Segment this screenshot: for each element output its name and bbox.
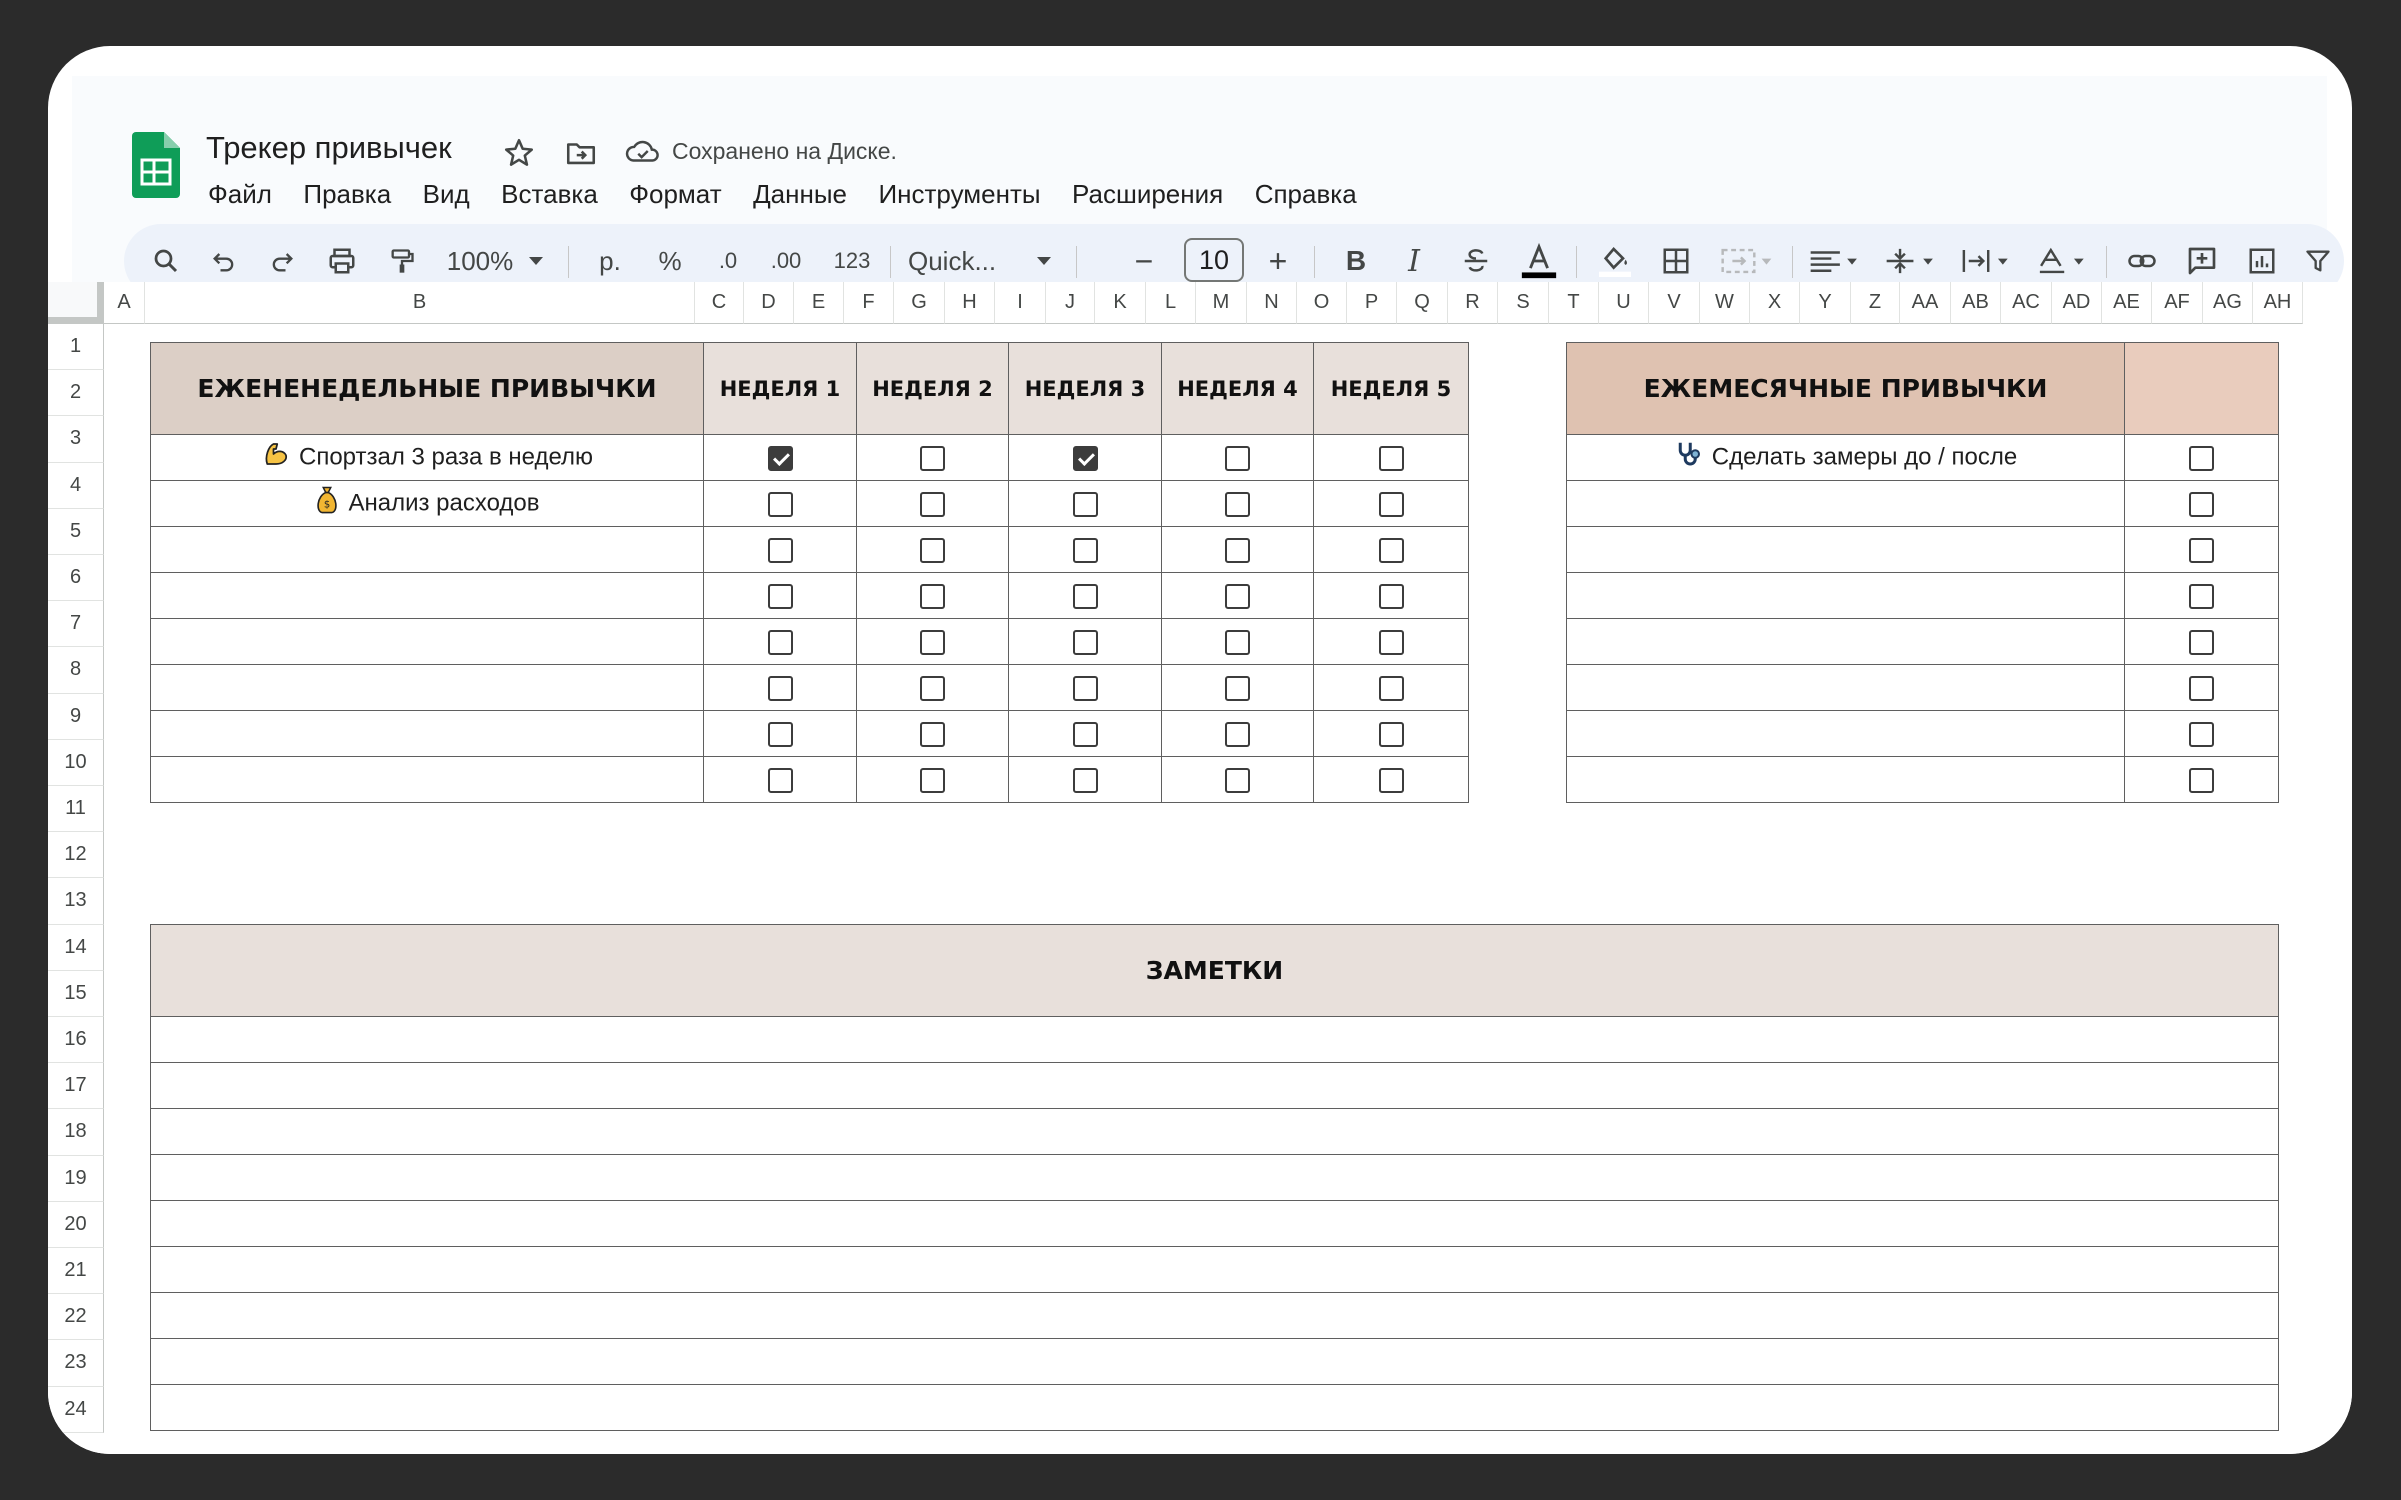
table-row [151, 1063, 2279, 1109]
column-header[interactable]: L [1146, 282, 1196, 324]
column-header[interactable]: AE [2102, 282, 2152, 324]
habit-checkbox[interactable] [1379, 768, 1404, 793]
print-icon [327, 246, 357, 276]
habit-checkbox[interactable] [1379, 676, 1404, 701]
checkbox-cell[interactable] [1314, 481, 1469, 527]
checkbox-cell[interactable] [1009, 481, 1162, 527]
checkbox-cell[interactable] [704, 665, 857, 711]
habit-cell[interactable] [1567, 619, 2125, 665]
habit-cell[interactable] [1567, 573, 2125, 619]
habit-cell[interactable] [1567, 435, 2125, 481]
sheets-window [48, 46, 2352, 1454]
habit-checkbox[interactable] [1379, 722, 1404, 747]
decrease-decimal-label: .0 [718, 248, 738, 273]
sheets-logo-icon[interactable] [132, 132, 180, 198]
percent-label: % [658, 245, 682, 276]
table-row [151, 1017, 2279, 1063]
checkbox-cell[interactable] [1009, 757, 1162, 803]
monthly-habits-header[interactable]: ЕЖЕМЕСЯЧНЫЕ ПРИВЫЧКИ [1567, 343, 2125, 435]
habit-checkbox[interactable] [1073, 630, 1098, 655]
column-header[interactable]: G [894, 282, 945, 324]
habit-checkbox[interactable] [1225, 722, 1250, 747]
column-header[interactable]: E [794, 282, 844, 324]
habit-checkbox[interactable] [920, 446, 945, 471]
week-header[interactable]: НЕДЕЛЯ 2 [857, 343, 1009, 435]
checkbox-cell[interactable] [704, 573, 857, 619]
table-row [151, 1201, 2279, 1247]
text-rotation-icon [2035, 246, 2091, 276]
link-icon [2126, 246, 2158, 276]
column-header[interactable]: Z [1851, 282, 1900, 324]
checkbox-cell[interactable] [1162, 665, 1314, 711]
habit-checkbox[interactable] [2189, 768, 2214, 793]
habit-checkbox[interactable] [768, 722, 793, 747]
checkbox-cell[interactable] [2125, 573, 2279, 619]
row-header[interactable]: 23 [48, 1340, 104, 1386]
row-header[interactable]: 12 [48, 832, 104, 878]
increase-decimal-label: .00 [770, 248, 802, 273]
week-header[interactable]: НЕДЕЛЯ 5 [1314, 343, 1469, 435]
habit-checkbox[interactable] [920, 630, 945, 655]
checkbox-cell[interactable] [704, 757, 857, 803]
column-header[interactable]: Y [1800, 282, 1851, 324]
text-wrap-icon [1959, 246, 2015, 276]
toolbar-divider [890, 246, 891, 278]
habit-checkbox[interactable] [2189, 584, 2214, 609]
habit-cell[interactable] [151, 573, 704, 619]
column-header[interactable]: H [945, 282, 995, 324]
checkbox-cell[interactable] [1314, 527, 1469, 573]
table-row [1567, 527, 2279, 573]
row-header[interactable]: 5 [48, 509, 104, 555]
habit-cell[interactable] [151, 527, 704, 573]
menu-extensions[interactable]: Расширения [1072, 179, 1224, 209]
checkbox-cell[interactable] [1162, 435, 1314, 481]
checkbox-cell[interactable] [857, 757, 1009, 803]
notes-header-row [151, 925, 2279, 1017]
table-row [1567, 665, 2279, 711]
paint-format-icon [388, 246, 416, 276]
checkbox-cell[interactable] [1314, 619, 1469, 665]
monthly-header-row [1567, 343, 2279, 435]
column-header[interactable]: A [104, 282, 145, 324]
habit-cell[interactable] [151, 435, 704, 481]
week-header[interactable]: НЕДЕЛЯ 4 [1162, 343, 1314, 435]
habit-checkbox[interactable] [768, 630, 793, 655]
habit-checkbox[interactable] [920, 676, 945, 701]
table-row [151, 435, 1469, 481]
habit-checkbox[interactable] [920, 538, 945, 563]
menu-file[interactable]: Файл [208, 179, 272, 209]
table-row [151, 1385, 2279, 1431]
row-header[interactable]: 13 [48, 878, 104, 924]
habit-checkbox[interactable] [920, 584, 945, 609]
column-header[interactable]: W [1700, 282, 1750, 324]
row-header[interactable]: 3 [48, 416, 104, 462]
checkbox-cell[interactable] [1009, 711, 1162, 757]
habit-checkbox[interactable] [1073, 722, 1098, 747]
habit-checkbox[interactable] [920, 768, 945, 793]
row-header[interactable]: 10 [48, 740, 104, 786]
column-header[interactable]: X [1750, 282, 1800, 324]
toolbar-divider [568, 246, 569, 278]
notes-header[interactable]: ЗАМЕТКИ [151, 925, 2279, 1017]
note-cell[interactable] [151, 1063, 2279, 1109]
habit-checkbox[interactable] [768, 768, 793, 793]
habit-name: Сделать замеры до / после [1711, 443, 2018, 471]
checkbox-cell[interactable] [1009, 435, 1162, 481]
column-header[interactable]: N [1247, 282, 1297, 324]
habit-cell[interactable] [151, 619, 704, 665]
italic-icon: I [1408, 243, 1420, 279]
habit-checkbox[interactable] [1073, 492, 1098, 517]
habit-cell[interactable] [151, 757, 704, 803]
habit-name: Анализ расходов [348, 489, 540, 517]
weekly-habits-table [150, 342, 1469, 803]
habit-checkbox[interactable] [1073, 446, 1098, 471]
checkbox-cell[interactable] [2125, 619, 2279, 665]
table-row [151, 619, 1469, 665]
habit-checkbox[interactable] [2189, 446, 2214, 471]
habit-checkbox[interactable] [1225, 492, 1250, 517]
toolbar-divider [1576, 246, 1577, 278]
table-row [1567, 481, 2279, 527]
habit-checkbox[interactable] [1225, 584, 1250, 609]
column-header[interactable]: B [145, 282, 695, 324]
habit-checkbox[interactable] [1379, 584, 1404, 609]
habit-checkbox[interactable] [1379, 630, 1404, 655]
table-row [151, 665, 1469, 711]
checkbox-cell[interactable] [704, 619, 857, 665]
column-header[interactable]: K [1095, 282, 1146, 324]
checkbox-cell[interactable] [1314, 757, 1469, 803]
column-header[interactable]: AC [2001, 282, 2052, 324]
checkbox-cell[interactable] [704, 711, 857, 757]
move-to-folder-icon[interactable] [564, 136, 598, 170]
table-row [151, 711, 1469, 757]
money-bag-icon [314, 485, 340, 522]
redo-icon [268, 247, 296, 275]
note-cell[interactable] [151, 1339, 2279, 1385]
checkbox-cell[interactable] [857, 711, 1009, 757]
column-header[interactable]: U [1599, 282, 1649, 324]
number-format-label: 123 [833, 248, 871, 273]
checkbox-cell[interactable] [1162, 711, 1314, 757]
column-header[interactable]: F [844, 282, 894, 324]
font-size-value: 10 [1198, 244, 1230, 275]
habit-checkbox[interactable] [920, 722, 945, 747]
undo-icon [210, 247, 238, 275]
checkbox-cell[interactable] [1009, 527, 1162, 573]
habit-checkbox[interactable] [768, 446, 793, 471]
column-header[interactable]: O [1297, 282, 1347, 324]
note-cell[interactable] [151, 1109, 2279, 1155]
checkbox-cell[interactable] [857, 481, 1009, 527]
habit-checkbox[interactable] [1073, 676, 1098, 701]
week-header[interactable]: НЕДЕЛЯ 1 [704, 343, 857, 435]
checkbox-cell[interactable] [857, 573, 1009, 619]
note-cell[interactable] [151, 1017, 2279, 1063]
text-color-icon [1517, 241, 1561, 281]
checkbox-cell[interactable] [1009, 665, 1162, 711]
habit-checkbox[interactable] [768, 584, 793, 609]
table-row [1567, 711, 2279, 757]
row-header[interactable]: 6 [48, 555, 104, 601]
flexed-biceps-icon [261, 439, 291, 476]
row-header[interactable]: 21 [48, 1248, 104, 1294]
star-icon[interactable] [502, 136, 536, 170]
habit-checkbox[interactable] [1073, 584, 1098, 609]
note-cell[interactable] [151, 1201, 2279, 1247]
column-header[interactable]: AD [2052, 282, 2102, 324]
menu-tools[interactable]: Инструменты [878, 179, 1041, 209]
spreadsheet-grid [48, 282, 2352, 1454]
habit-checkbox[interactable] [768, 676, 793, 701]
bold-icon: B [1345, 245, 1367, 276]
checkbox-cell[interactable] [1162, 573, 1314, 619]
habit-checkbox[interactable] [2189, 630, 2214, 655]
row-header[interactable]: 19 [48, 1156, 104, 1202]
habit-cell[interactable] [1567, 757, 2125, 803]
column-headers [48, 282, 2352, 324]
vertical-align-icon [1883, 246, 1939, 276]
svg-text:$: $ [324, 499, 331, 511]
save-status: Сохранено на Диске. [672, 138, 897, 164]
align-left-icon [1807, 246, 1863, 276]
habit-cell[interactable] [1567, 665, 2125, 711]
row-header[interactable]: 22 [48, 1294, 104, 1340]
habit-checkbox[interactable] [920, 492, 945, 517]
habit-checkbox[interactable] [1379, 446, 1404, 471]
habit-checkbox[interactable] [1379, 538, 1404, 563]
row-header[interactable]: 15 [48, 971, 104, 1017]
table-row [151, 1109, 2279, 1155]
merge-cells-icon [1719, 246, 1775, 276]
row-header[interactable]: 2 [48, 370, 104, 416]
table-row [151, 757, 1469, 803]
menu-format[interactable]: Формат [629, 179, 722, 209]
habit-cell[interactable] [151, 711, 704, 757]
table-row [151, 1293, 2279, 1339]
weekly-header-row [151, 343, 1469, 435]
menu-data[interactable]: Данные [753, 179, 847, 209]
plus-icon: + [1268, 242, 1288, 279]
habit-cell[interactable] [151, 481, 704, 527]
note-cell[interactable] [151, 1155, 2279, 1201]
checkbox-cell[interactable] [2125, 711, 2279, 757]
toolbar-divider [1792, 246, 1793, 278]
checkbox-cell[interactable] [2125, 665, 2279, 711]
font-size-input[interactable] [1184, 238, 1244, 282]
habit-checkbox[interactable] [2189, 722, 2214, 747]
habit-checkbox[interactable] [2189, 538, 2214, 563]
row-header[interactable]: 9 [48, 694, 104, 740]
column-header[interactable]: M [1196, 282, 1247, 324]
column-header[interactable]: I [995, 282, 1046, 324]
row-header[interactable]: 4 [48, 463, 104, 509]
checkbox-cell[interactable] [1314, 573, 1469, 619]
chart-icon [2247, 246, 2277, 276]
table-row [1567, 435, 2279, 481]
habit-checkbox[interactable] [2189, 492, 2214, 517]
habit-checkbox[interactable] [1073, 768, 1098, 793]
checkbox-cell[interactable] [2125, 527, 2279, 573]
habit-cell[interactable] [151, 665, 704, 711]
zoom-value: 100% [446, 245, 514, 276]
habit-cell[interactable] [1567, 527, 2125, 573]
table-row [1567, 573, 2279, 619]
column-header[interactable]: AG [2203, 282, 2253, 324]
habit-checkbox[interactable] [1225, 446, 1250, 471]
monthly-habits-table [1566, 342, 2279, 803]
habit-checkbox[interactable] [768, 538, 793, 563]
cloud-saved-icon[interactable] [624, 134, 662, 168]
habit-checkbox[interactable] [2189, 676, 2214, 701]
search-icon [151, 246, 181, 276]
habit-cell[interactable] [1567, 481, 2125, 527]
weekly-habits-header[interactable]: ЕЖЕНЕНЕДЕЛЬНЫЕ ПРИВЫЧКИ [151, 343, 704, 435]
checkbox-cell[interactable] [1314, 665, 1469, 711]
column-header[interactable]: S [1498, 282, 1549, 324]
column-header[interactable]: Q [1397, 282, 1448, 324]
font-value: Quick... [908, 245, 997, 276]
toolbar-divider [2106, 246, 2107, 278]
checkbox-cell[interactable] [1162, 757, 1314, 803]
row-header[interactable]: 17 [48, 1063, 104, 1109]
select-all-corner[interactable] [48, 282, 104, 324]
row-header[interactable]: 14 [48, 925, 104, 971]
currency-label: р. [599, 245, 621, 276]
checkbox-cell[interactable] [1314, 711, 1469, 757]
fill-color-icon [1595, 241, 1635, 281]
table-row [151, 1247, 2279, 1293]
table-row [151, 1155, 2279, 1201]
checkbox-cell[interactable] [704, 435, 857, 481]
habit-name: Спортзал 3 раза в неделю [298, 443, 594, 471]
menu-bar [208, 176, 1384, 212]
row-header[interactable]: 24 [48, 1387, 104, 1433]
table-row [151, 1339, 2279, 1385]
checkbox-cell[interactable] [1162, 619, 1314, 665]
note-cell[interactable] [151, 1293, 2279, 1339]
column-header[interactable]: T [1549, 282, 1599, 324]
app-chrome [72, 76, 2327, 316]
strikethrough-icon [1461, 246, 1491, 276]
habit-checkbox[interactable] [1225, 538, 1250, 563]
caret-down-icon [528, 256, 544, 266]
note-cell[interactable] [151, 1247, 2279, 1293]
note-cell[interactable] [151, 1385, 2279, 1431]
table-row [151, 481, 1469, 527]
checkbox-cell[interactable] [2125, 435, 2279, 481]
table-row [1567, 757, 2279, 803]
checkbox-cell[interactable] [857, 619, 1009, 665]
habit-checkbox[interactable] [1225, 768, 1250, 793]
notes-table [150, 924, 2279, 1431]
table-row [151, 527, 1469, 573]
checkbox-cell[interactable] [1162, 481, 1314, 527]
minus-icon: − [1134, 242, 1154, 279]
checkbox-cell[interactable] [704, 481, 857, 527]
column-header[interactable]: AA [1900, 282, 1951, 324]
table-row [1567, 619, 2279, 665]
monthly-header-blank[interactable] [2125, 343, 2279, 435]
checkbox-cell[interactable] [1162, 527, 1314, 573]
checkbox-cell[interactable] [857, 527, 1009, 573]
checkbox-cell[interactable] [1314, 435, 1469, 481]
row-header[interactable]: 11 [48, 786, 104, 832]
checkbox-cell[interactable] [1009, 619, 1162, 665]
filter-icon [2304, 247, 2332, 275]
column-header[interactable]: V [1649, 282, 1700, 324]
stethoscope-icon [1674, 439, 1704, 476]
toolbar-divider [1314, 246, 1315, 278]
column-header[interactable]: P [1347, 282, 1397, 324]
menu-view[interactable]: Вид [422, 179, 470, 209]
caret-down-icon [1036, 256, 1052, 266]
row-header[interactable]: 1 [48, 324, 104, 370]
checkbox-cell[interactable] [857, 435, 1009, 481]
menu-edit[interactable]: Правка [303, 179, 392, 209]
habit-checkbox[interactable] [1225, 676, 1250, 701]
row-header[interactable]: 20 [48, 1202, 104, 1248]
column-header[interactable]: AB [1951, 282, 2001, 324]
column-header[interactable]: J [1046, 282, 1095, 324]
toolbar-divider [1076, 246, 1077, 278]
checkbox-cell[interactable] [2125, 481, 2279, 527]
habit-cell[interactable] [1567, 711, 2125, 757]
checkbox-cell[interactable] [1009, 573, 1162, 619]
column-header[interactable]: D [744, 282, 794, 324]
checkbox-cell[interactable] [857, 665, 1009, 711]
habit-checkbox[interactable] [1225, 630, 1250, 655]
row-header[interactable]: 18 [48, 1109, 104, 1155]
add-comment-icon [2186, 245, 2218, 277]
checkbox-cell[interactable] [2125, 757, 2279, 803]
column-header[interactable]: C [695, 282, 744, 324]
habit-checkbox[interactable] [1073, 538, 1098, 563]
column-header[interactable]: R [1448, 282, 1498, 324]
column-header[interactable]: AH [2253, 282, 2303, 324]
habit-checkbox[interactable] [768, 492, 793, 517]
menu-help[interactable]: Справка [1254, 179, 1357, 209]
menu-insert[interactable]: Вставка [501, 179, 598, 209]
row-header[interactable]: 16 [48, 1017, 104, 1063]
table-row [151, 573, 1469, 619]
habit-checkbox[interactable] [1379, 492, 1404, 517]
document-title[interactable]: Трекер привычек [206, 130, 452, 165]
row-header[interactable]: 8 [48, 647, 104, 693]
column-header[interactable]: AF [2152, 282, 2203, 324]
week-header[interactable]: НЕДЕЛЯ 3 [1009, 343, 1162, 435]
checkbox-cell[interactable] [704, 527, 857, 573]
borders-icon [1661, 246, 1691, 276]
row-header[interactable]: 7 [48, 601, 104, 647]
